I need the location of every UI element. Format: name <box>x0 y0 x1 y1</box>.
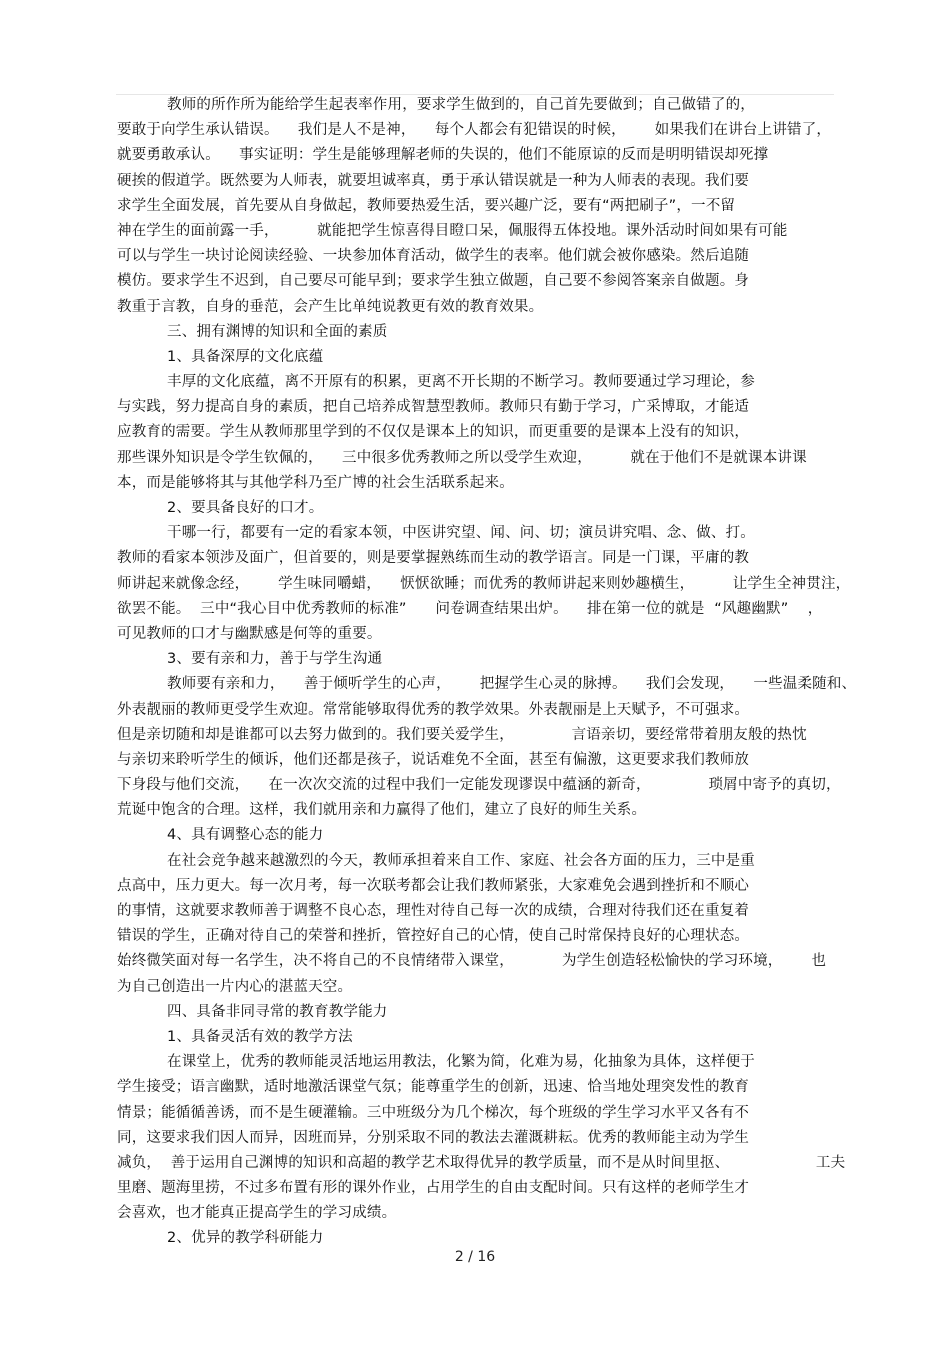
paragraph-line: 可以与学生一块讨论阅读经验、一块参加体育活动，做学生的表率。他们就会被你感染。然后追随 <box>117 248 750 265</box>
paragraph-line: 可见教师的口才与幽默感是何等的重要。 <box>117 625 382 642</box>
paragraph-line: 欲罢不能。 三中“我心目中优秀教师的标准” 问卷调查结果出炉。 排在第一位的就是 “风趣幽默” ， <box>117 600 823 617</box>
paragraph-line: 的事情，这就要求教师善于调整不良心态，理性对待自己每一次的成绩，合理对待我们还在重复着 <box>117 903 750 919</box>
document-body <box>117 93 857 1252</box>
paragraph-line: 本，而是能够将其与其他学科乃至广博的社会生活联系起来。 <box>117 474 514 491</box>
paragraph-line: 与亲切来聆听学生的倾诉，他们还都是孩子，说话难免不全面，甚至有偏激，这更要求我们教师放 <box>117 751 750 768</box>
paragraph-line: 会喜欢，也才能真正提高学生的学习成绩。 <box>117 1205 397 1222</box>
subsection-heading: 3、要有亲和力，善于与学生沟通 <box>167 651 383 668</box>
paragraph-line: 模仿。要求学生不迟到，自己要尽可能早到；要求学生独立做题，自己要不参阅答案亲自做题。身 <box>117 273 750 290</box>
paragraph-line: 就要勇敢承认。 事实证明：学生是能够理解老师的失误的，他们不能原谅的反而是明明错误却死撑 <box>117 147 769 164</box>
page-number: 2 / 16 <box>454 1249 496 1265</box>
paragraph-line: 教师的所作所为能给学生起表率作用，要求学生做到的，自己首先要做到；自己做错了的， <box>167 97 755 113</box>
subsection-heading: 2、要具备良好的口才。 <box>167 500 324 516</box>
paragraph-line: 点高中，压力更大。每一次月考，每一次联考都会让我们教师紧张，大家难免会遇到挫折和不顺心 <box>117 877 750 894</box>
paragraph-line: 教师的看家本领涉及面广，但首要的，则是要掌握熟练而生动的教学语言。同是一门课，平庸的教 <box>117 550 750 567</box>
paragraph-line: 下身段与他们交流， 在一次次交流的过程中我们一定能发现谬误中蕴涵的新奇， 琐屑中寄予的真切， <box>117 777 841 794</box>
subsection-heading: 1、具备灵活有效的教学方法 <box>167 1028 353 1045</box>
paragraph-line: 为自己创造出一片内心的湛蓝天空。 <box>117 978 353 995</box>
subsection-heading: 4、具有调整心态的能力 <box>167 827 324 844</box>
section-heading: 四、具备非同寻常的教育教学能力 <box>167 1003 388 1020</box>
paragraph-line: 情景；能循循善诱，而不是生硬灌输。三中班级分为几个梯次，每个班级的学生学习水平又各有不 <box>117 1104 750 1121</box>
paragraph-line: 硬挨的假道学。既然要为人师表，就要坦诚率真，勇于承认错误就是一种为人师表的表现。我们要 <box>117 172 750 189</box>
section-heading: 三、拥有渊博的知识和全面的素质 <box>167 323 388 340</box>
paragraph-line: 学生接受；语言幽默，适时地激活课堂气氛；能尊重学生的创新，迅速、恰当地处理突发性的教育 <box>117 1079 750 1096</box>
paragraph-line: 里磨、题海里捞，不过多布置有形的课外作业，占用学生的自由支配时间。只有这样的老师学生才 <box>117 1180 750 1197</box>
paragraph-line: 要敢于向学生承认错误。 我们是人不是神， 每个人都会有犯错误的时候， 如果我们在讲台上讲错了， <box>117 122 832 139</box>
subsection-heading: 2、优异的教学科研能力 <box>167 1230 324 1247</box>
paragraph-line: 那些课外知识是令学生钦佩的， 三中很多优秀教师之所以受学生欢迎， 就在于他们不是就课本讲课 <box>117 449 807 466</box>
paragraph-line: 教重于言教，自身的垂范，会产生比单纯说教更有效的教育效果。 <box>117 298 544 315</box>
paragraph-line: 干哪一行，都要有一定的看家本领，中医讲究望、闻、问、切；演员讲究唱、念、做、打。 <box>167 525 755 542</box>
paragraph-line: 在社会竞争越来越激烈的今天，教师承担着来自工作、家庭、社会各方面的压力，三中是重 <box>167 852 755 869</box>
paragraph-line: 在课堂上，优秀的教师能灵活地运用教法，化繁为简，化难为易，化抽象为具体，这样便于 <box>167 1054 755 1071</box>
paragraph-line: 应教育的需要。学生从教师那里学到的不仅仅是课本上的知识，而更重要的是课本上没有的知识， <box>117 424 750 441</box>
paragraph-line: 丰厚的文化底蕴，离不开原有的积累，更离不开长期的不断学习。教师要通过学习理论，参 <box>167 374 755 391</box>
paragraph-line: 外表靓丽的教师更受学生欢迎。常常能够取得优秀的教学效果。外表靓丽是上天赋予，不可强求。 <box>117 701 750 718</box>
paragraph-line: 与实践，努力提高自身的素质，把自己培养成智慧型教师。教师只有勤于学习，广采博取，才能适 <box>117 399 750 416</box>
paragraph-line: 荒诞中饱含的合理。这样，我们就用亲和力赢得了他们，建立了良好的师生关系。 <box>117 802 647 819</box>
subsection-heading: 1、具备深厚的文化底蕴 <box>167 348 324 365</box>
paragraph-line: 神在学生的面前露一手， 就能把学生惊喜得目瞪口呆，佩服得五体投地。课外活动时间如果有可能 <box>117 222 788 239</box>
paragraph-line: 始终微笑面对每一名学生，决不将自己的不良情绪带入课堂， 为学生创造轻松愉快的学习环境， 也 <box>117 953 827 970</box>
paragraph-line: 求学生全面发展，首先要从自身做起，教师要热爱生活，要兴趣广泛，要有“两把刷子”，一不留 <box>117 197 736 214</box>
paragraph-line: 减负， 善于运用自己渊博的知识和高超的教学艺术取得优异的教学质量，而不是从时间里抠、 工夫 <box>117 1154 846 1171</box>
paragraph-line: 但是亲切随和却是谁都可以去努力做到的。我们要关爱学生， 言语亲切，要经常带着朋友般的热忱 <box>117 726 807 743</box>
paragraph-line: 师讲起来就像念经， 学生味同嚼蜡， 恹恹欲睡；而优秀的教师讲起来则妙趣横生， 让学生全神贯注， <box>117 575 851 592</box>
paragraph-line: 教师要有亲和力， 善于倾听学生的心声， 把握学生心灵的脉搏。 我们会发现， 一些温柔随和、 <box>167 676 857 693</box>
paragraph-line: 错误的学生，正确对待自己的荣誉和挫折，管控好自己的心情，使自己时常保持良好的心理状态。 <box>117 928 750 945</box>
paragraph-line: 同，这要求我们因人而异，因班而异，分别采取不同的教法去灌溉耕耘。优秀的教师能主动为学生 <box>117 1129 750 1146</box>
